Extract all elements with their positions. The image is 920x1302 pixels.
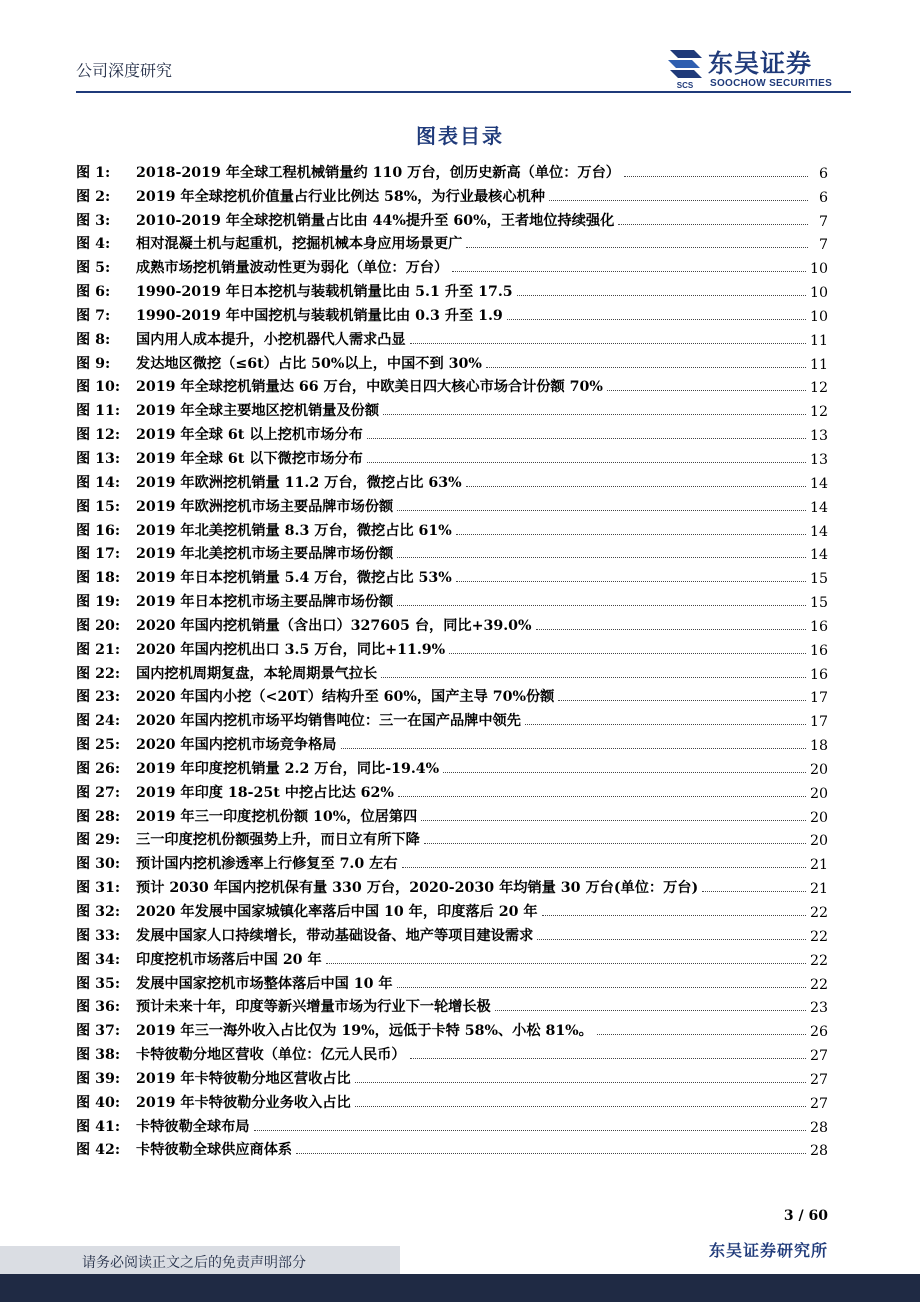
toc-entry-page: 28 xyxy=(809,1119,828,1136)
toc-entry-label xyxy=(76,734,337,754)
toc-entry-page: 10 xyxy=(809,308,828,325)
toc-entry-title: 卡特彼勒分地区营收（单位：亿元人民币） xyxy=(136,1047,406,1064)
toc-entry-page: 10 xyxy=(809,261,828,278)
toc-leader-dots xyxy=(607,390,806,391)
page-title: 图表目录 xyxy=(416,124,504,148)
toc-entry[interactable] xyxy=(76,635,828,659)
toc-leader-dots xyxy=(367,438,806,439)
toc-leader-dots xyxy=(383,414,806,415)
toc-entry-page: 27 xyxy=(809,1071,828,1088)
toc-entry-number: 图 8: xyxy=(76,331,111,348)
toc-entry-title: 卡特彼勒全球供应商体系 xyxy=(136,1142,293,1159)
footer-disclaimer: 请务必阅读正文之后的免责声明部分 xyxy=(82,1255,306,1271)
toc-entry-number: 图 3: xyxy=(76,212,111,229)
toc-entry-title: 相对混凝土机与起重机，挖掘机械本身应用场景更广 xyxy=(136,236,463,253)
toc-entry-title: 2019 年全球主要地区挖机销量及份额 xyxy=(136,403,380,420)
toc-entry-title: 2019 年欧洲挖机销量 11.2 万台，微挖占比 63% xyxy=(136,474,462,491)
toc-entry-title: 2019 年卡特彼勒分业务收入占比 xyxy=(136,1094,351,1111)
toc-entry-title: 卡特彼勒全球布局 xyxy=(136,1118,250,1135)
toc-entry-label xyxy=(76,543,393,563)
toc-entry-page: 23 xyxy=(809,1000,828,1017)
toc-entry-title: 2019 年日本挖机市场主要品牌市场份额 xyxy=(136,594,394,611)
toc-entry-number: 图 15: xyxy=(76,498,121,515)
toc-entry-title: 1990-2019 年日本挖机与装载机销量比由 5.1 升至 17.5 xyxy=(136,284,513,301)
toc-entry-label xyxy=(76,281,513,301)
toc-leader-dots xyxy=(397,987,806,988)
toc-leader-dots xyxy=(507,319,806,320)
toc-entry-number: 图 29: xyxy=(76,832,121,849)
toc-entry-title: 发达地区微挖（≤6t）占比 50%以上，中国不到 30% xyxy=(136,355,482,372)
toc-entry-page: 20 xyxy=(809,833,828,850)
toc-entry[interactable] xyxy=(76,683,828,707)
toc-entry-title: 2019 年印度 18-25t 中挖占比达 62% xyxy=(136,784,394,801)
toc-entry-number: 图 13: xyxy=(76,450,121,467)
toc-entry-label xyxy=(76,567,452,587)
toc-entry-number: 图 12: xyxy=(76,427,121,444)
footer-firm-name: 东吴证券研究所 xyxy=(708,1241,828,1260)
toc-entry-label xyxy=(76,758,439,778)
toc-entry-page: 6 xyxy=(818,189,828,206)
logo-text-en: SOOCHOW SECURITIES xyxy=(710,78,833,89)
toc-entry-label xyxy=(76,496,393,516)
toc-entry-page: 20 xyxy=(809,761,828,778)
toc-entry-number: 图 38: xyxy=(76,1047,121,1064)
toc-entry-label xyxy=(76,1044,406,1064)
toc-entry-label xyxy=(76,591,393,611)
toc-entry-number: 图 26: xyxy=(76,760,121,777)
toc-entry-label xyxy=(76,520,452,540)
toc-entry-label xyxy=(76,400,379,420)
toc-entry-number: 图 37: xyxy=(76,1023,121,1040)
toc-entry[interactable] xyxy=(76,396,828,420)
toc-entry-title: 2020 年国内挖机市场竞争格局 xyxy=(136,737,337,754)
toc-entry-page: 21 xyxy=(809,857,828,874)
toc-entry-label xyxy=(76,305,503,325)
toc-entry-label xyxy=(76,1139,292,1159)
toc-entry[interactable] xyxy=(76,277,828,301)
toc-entry-title: 2019 年印度挖机销量 2.2 万台，同比-19.4% xyxy=(136,760,440,777)
toc-entry-number: 图 33: xyxy=(76,927,121,944)
toc-entry[interactable] xyxy=(76,849,828,873)
toc-entry[interactable] xyxy=(76,444,828,468)
header-divider xyxy=(76,91,851,93)
toc-entry[interactable] xyxy=(76,492,828,516)
toc-leader-dots xyxy=(254,1130,806,1131)
toc-entry-page: 7 xyxy=(818,213,828,230)
toc-entry[interactable] xyxy=(76,826,828,850)
toc-entry[interactable] xyxy=(76,206,828,230)
toc-entry-page: 17 xyxy=(809,714,828,731)
toc-entry[interactable] xyxy=(76,158,828,182)
toc-entry-number: 图 6: xyxy=(76,284,111,301)
toc-entry-label xyxy=(76,782,394,802)
toc-entry-title: 2019 年日本挖机销量 5.4 万台，微挖占比 53% xyxy=(136,570,452,587)
toc-entry-title: 三一印度挖机份额强势上升，而日立有所下降 xyxy=(136,832,420,849)
toc-entry-page: 12 xyxy=(809,380,828,397)
toc-entry[interactable] xyxy=(76,1040,828,1064)
toc-leader-dots xyxy=(449,653,806,654)
toc-entry-number: 图 42: xyxy=(76,1142,121,1159)
toc-entry-label xyxy=(76,186,545,206)
toc-entry[interactable] xyxy=(76,993,828,1017)
toc-leader-dots xyxy=(702,891,806,892)
toc-leader-dots xyxy=(397,557,806,558)
toc-entry-page: 27 xyxy=(809,1048,828,1065)
toc-leader-dots xyxy=(624,176,808,177)
toc-entry-label xyxy=(76,877,698,897)
toc-entry-number: 图 14: xyxy=(76,474,121,491)
toc-entry-number: 图 21: xyxy=(76,641,121,658)
toc-entry[interactable] xyxy=(76,587,828,611)
toc-entry-number: 图 32: xyxy=(76,904,121,920)
toc-entry-page: 14 xyxy=(809,547,828,564)
toc-entry-title: 预计 2030 年国内挖机保有量 330 万台，2020-2030 年均销量 30 万台(单位：万台) xyxy=(136,880,699,897)
toc-entry[interactable] xyxy=(76,921,828,945)
toc-leader-dots xyxy=(367,462,806,463)
toc-entry-number: 图 30: xyxy=(76,856,121,873)
toc-entry-number: 图 24: xyxy=(76,713,121,730)
toc-entry-page: 18 xyxy=(809,738,828,755)
toc-entry-page: 20 xyxy=(809,809,828,826)
toc-leader-dots xyxy=(443,772,806,773)
toc-entry-title: 成熟市场挖机销量波动性更为弱化（单位：万台） xyxy=(136,260,449,277)
toc-leader-dots xyxy=(381,677,806,678)
toc-entry-title: 2019 年全球挖机销量达 66 万台，中欧美日四大核心市场合计份额 70% xyxy=(136,379,603,396)
toc-entry-page: 16 xyxy=(809,642,828,659)
toc-entry-title: 2019 年北美挖机市场主要品牌市场份额 xyxy=(136,546,394,563)
toc-entry-label xyxy=(76,901,538,921)
toc-entry-title: 1990-2019 年中国挖机与装载机销量比由 0.3 升至 1.9 xyxy=(136,307,503,324)
toc-entry-title: 2020 年国内小挖（<20T）结构升至 60%，国产主导 70%份额 xyxy=(136,689,555,706)
section-label: 公司深度研究 xyxy=(76,61,173,80)
toc-entry-number: 图 27: xyxy=(76,784,121,801)
toc-entry-number: 图 2: xyxy=(76,188,111,205)
toc-entry-number: 图 17: xyxy=(76,546,121,563)
toc-entry-page: 20 xyxy=(809,785,828,802)
toc-leader-dots xyxy=(456,581,806,582)
toc-entry[interactable] xyxy=(76,182,828,206)
toc-entry-title: 2020 年国内挖机出口 3.5 万台，同比+11.9% xyxy=(136,641,446,658)
toc-entry[interactable] xyxy=(76,969,828,993)
toc-entry[interactable] xyxy=(76,945,828,969)
toc-entry[interactable] xyxy=(76,349,828,373)
toc-entry-title: 2020 年发展中国家城镇化率落后中国 10 年，印度落后 20 年 xyxy=(136,904,538,920)
toc-leader-dots xyxy=(296,1153,806,1154)
toc-entry-number: 图 19: xyxy=(76,594,121,611)
toc-entry-title: 2018-2019 年全球工程机械销量约 110 万台，创历史新高（单位：万台） xyxy=(136,164,620,181)
toc-entry-page: 6 xyxy=(818,165,828,182)
toc-entry[interactable] xyxy=(76,301,828,325)
toc-entry-number: 图 35: xyxy=(76,975,121,992)
toc-entry-label xyxy=(76,663,377,683)
toc-entry-page: 15 xyxy=(809,571,828,588)
toc-leader-dots xyxy=(355,1082,806,1083)
toc-leader-dots xyxy=(402,867,806,868)
toc-entry-label xyxy=(76,233,462,253)
toc-entry-page: 14 xyxy=(809,475,828,492)
toc-entry-page: 14 xyxy=(809,523,828,540)
toc-entry-title: 预计未来十年，印度等新兴增量市场为行业下一轮增长极 xyxy=(136,999,491,1016)
toc-entry-title: 预计国内挖机渗透率上行修复至 7.0 左右 xyxy=(136,856,398,873)
toc-entry-number: 图 5: xyxy=(76,260,111,277)
toc-entry-title: 印度挖机市场落后中国 20 年 xyxy=(136,951,322,968)
toc-entry-page: 10 xyxy=(809,285,828,302)
logo-mark-icon xyxy=(664,46,706,90)
toc-entry-title: 发展中国家人口持续增长，带动基础设备、地产等项目建设需求 xyxy=(136,927,534,944)
toc-entry-page: 11 xyxy=(809,332,828,349)
toc-leader-dots xyxy=(410,343,806,344)
toc-entry-title: 2019 年三一印度挖机份额 10%，位居第四 xyxy=(136,808,418,825)
toc-entry-label xyxy=(76,329,406,349)
toc-entry-number: 图 28: xyxy=(76,808,121,825)
toc-entry-number: 图 16: xyxy=(76,522,121,539)
toc-entry-page: 22 xyxy=(809,905,828,921)
toc-entry-title: 2019 年卡特彼勒分地区营收占比 xyxy=(136,1070,351,1087)
toc-entry-page: 16 xyxy=(809,618,828,635)
toc-entry-page: 7 xyxy=(818,237,828,254)
toc-entry-label xyxy=(76,1116,250,1136)
toc-entry-number: 图 1: xyxy=(76,164,111,181)
toc-entry-number: 图 39: xyxy=(76,1070,121,1087)
toc-entry-label xyxy=(76,973,393,993)
toc-entry-page: 22 xyxy=(809,976,828,993)
toc-entry-number: 图 4: xyxy=(76,236,111,253)
toc-entry-page: 21 xyxy=(809,881,828,898)
toc-leader-dots xyxy=(397,605,806,606)
toc-entry-label xyxy=(76,257,448,277)
toc-entry[interactable] xyxy=(76,373,828,397)
toc-entry[interactable] xyxy=(76,611,828,635)
toc-entry-label xyxy=(76,424,363,444)
toc-leader-dots xyxy=(558,700,806,701)
toc-entry-title: 2019 年北美挖机销量 8.3 万台，微挖占比 61% xyxy=(136,522,452,539)
toc-entry-label xyxy=(76,853,398,873)
toc-entry-title: 2019 年全球挖机价值量占行业比例达 58%，为行业最核心机种 xyxy=(136,188,545,205)
toc-leader-dots xyxy=(542,915,806,916)
toc-entry-label xyxy=(76,210,614,230)
toc-entry[interactable] xyxy=(76,873,828,897)
toc-entry-page: 17 xyxy=(809,690,828,707)
toc-entry-label xyxy=(76,639,445,659)
toc-entry-label xyxy=(76,710,521,730)
toc-leader-dots xyxy=(421,820,806,821)
toc-entry[interactable] xyxy=(76,253,828,277)
toc-entry[interactable] xyxy=(76,468,828,492)
toc-entry[interactable] xyxy=(76,1112,828,1136)
toc-entry[interactable] xyxy=(76,230,828,254)
toc-entry-number: 图 9: xyxy=(76,355,111,372)
toc-entry-label xyxy=(76,1020,593,1040)
toc-entry-label xyxy=(76,376,603,396)
toc-entry[interactable] xyxy=(76,1136,828,1160)
toc-entry-number: 图 36: xyxy=(76,999,121,1016)
toc-leader-dots xyxy=(452,271,806,272)
toc-entry-title: 2020 年国内挖机市场平均销售吨位：三一在国产品牌中领先 xyxy=(136,713,521,730)
toc-entry-page: 27 xyxy=(809,1095,828,1112)
toc-leader-dots xyxy=(466,247,808,248)
toc-leader-dots xyxy=(517,295,806,296)
toc-entry-page: 12 xyxy=(809,404,828,421)
toc-entry-title: 发展中国家挖机市场整体落后中国 10 年 xyxy=(136,975,393,992)
toc-entry-number: 图 7: xyxy=(76,307,111,324)
toc-entry[interactable] xyxy=(76,325,828,349)
toc-entry-number: 图 40: xyxy=(76,1094,121,1111)
page-number: 3 / 60 xyxy=(783,1208,828,1224)
toc-entry-page: 22 xyxy=(809,952,828,969)
toc-entry-page: 15 xyxy=(809,595,828,612)
toc-leader-dots xyxy=(549,200,808,201)
toc-entry-title: 国内用人成本提升，小挖机器代人需求凸显 xyxy=(136,331,406,348)
toc-entry-label xyxy=(76,829,420,849)
toc-entry[interactable] xyxy=(76,802,828,826)
footer-band xyxy=(0,1274,920,1302)
toc-entry[interactable] xyxy=(76,706,828,730)
toc-entry-page: 11 xyxy=(809,356,828,373)
toc-entry-label xyxy=(76,162,620,182)
toc-leader-dots xyxy=(355,1106,806,1107)
toc-entry-number: 图 11: xyxy=(76,403,121,420)
toc-entry[interactable] xyxy=(76,1016,828,1040)
toc-entry-page: 13 xyxy=(809,428,828,445)
toc-entry-number: 图 20: xyxy=(76,617,121,634)
toc-entry-title: 2019 年全球 6t 以下微挖市场分布 xyxy=(136,450,363,467)
brand-logo xyxy=(664,46,864,94)
toc-entry-label xyxy=(76,949,322,969)
toc-leader-dots xyxy=(618,224,808,225)
toc-entry-page: 13 xyxy=(809,451,828,468)
toc-entry-title: 2019 年三一海外收入占比仅为 19%，远低于卡特 58%、小松 81%。 xyxy=(136,1023,593,1040)
toc-leader-dots xyxy=(456,534,806,535)
toc-entry-title: 2019 年全球 6t 以上挖机市场分布 xyxy=(136,427,363,444)
toc-entry-number: 图 22: xyxy=(76,665,121,682)
toc-entry-label xyxy=(76,996,491,1016)
toc-entry-number: 图 18: xyxy=(76,570,121,587)
toc-entry-number: 图 41: xyxy=(76,1118,121,1135)
toc-entry-title: 2020 年国内挖机销量（含出口）327605 台，同比+39.0% xyxy=(136,617,532,634)
toc-entry-number: 图 23: xyxy=(76,689,121,706)
toc-leader-dots xyxy=(410,1058,806,1059)
toc-entry[interactable] xyxy=(76,897,828,921)
toc-entry-page: 28 xyxy=(809,1143,828,1160)
toc-leader-dots xyxy=(398,796,806,797)
toc-leader-dots xyxy=(466,486,806,487)
toc-leader-dots xyxy=(525,724,806,725)
toc-leader-dots xyxy=(341,748,806,749)
toc-entry-label xyxy=(76,806,417,826)
toc-leader-dots xyxy=(537,939,806,940)
toc-entry-page: 22 xyxy=(809,928,828,945)
toc-entry[interactable] xyxy=(76,1064,828,1088)
toc-entry-number: 图 31: xyxy=(76,880,121,897)
toc-leader-dots xyxy=(326,963,806,964)
toc-entry[interactable] xyxy=(76,563,828,587)
toc-entry-title: 国内挖机周期复盘，本轮周期景气拉长 xyxy=(136,665,378,682)
toc-entry-page: 16 xyxy=(809,666,828,683)
toc-entry-label xyxy=(76,925,533,945)
toc-entry-label xyxy=(76,472,462,492)
toc-entry-number: 图 25: xyxy=(76,737,121,754)
toc-entry-label xyxy=(76,615,532,635)
figure-table-of-contents xyxy=(76,158,828,1159)
toc-entry-number: 图 34: xyxy=(76,951,121,968)
toc-entry[interactable] xyxy=(76,659,828,683)
toc-entry-label xyxy=(76,448,363,468)
toc-entry[interactable] xyxy=(76,778,828,802)
toc-leader-dots xyxy=(597,1034,806,1035)
toc-entry[interactable] xyxy=(76,730,828,754)
toc-entry[interactable] xyxy=(76,1088,828,1112)
toc-entry-label xyxy=(76,1068,351,1088)
toc-entry-label xyxy=(76,686,554,706)
toc-leader-dots xyxy=(536,629,806,630)
toc-entry-title: 2019 年欧洲挖机市场主要品牌市场份额 xyxy=(136,498,394,515)
toc-leader-dots xyxy=(495,1010,806,1011)
toc-entry-page: 26 xyxy=(809,1024,828,1041)
toc-leader-dots xyxy=(486,367,806,368)
toc-entry[interactable] xyxy=(76,754,828,778)
toc-leader-dots xyxy=(424,843,806,844)
toc-entry-title: 2010-2019 年全球挖机销量占比由 44%提升至 60%，王者地位持续强化 xyxy=(136,212,615,229)
logo-mark-text: SCS xyxy=(676,81,694,90)
toc-entry[interactable] xyxy=(76,540,828,564)
toc-entry-number: 图 10: xyxy=(76,379,121,396)
toc-entry-label xyxy=(76,1092,351,1112)
toc-leader-dots xyxy=(397,510,806,511)
toc-entry-label xyxy=(76,353,482,373)
logo-text-cn: 东吴证券 xyxy=(708,49,813,78)
toc-entry[interactable] xyxy=(76,516,828,540)
toc-entry-page: 14 xyxy=(809,499,828,516)
toc-entry[interactable] xyxy=(76,420,828,444)
